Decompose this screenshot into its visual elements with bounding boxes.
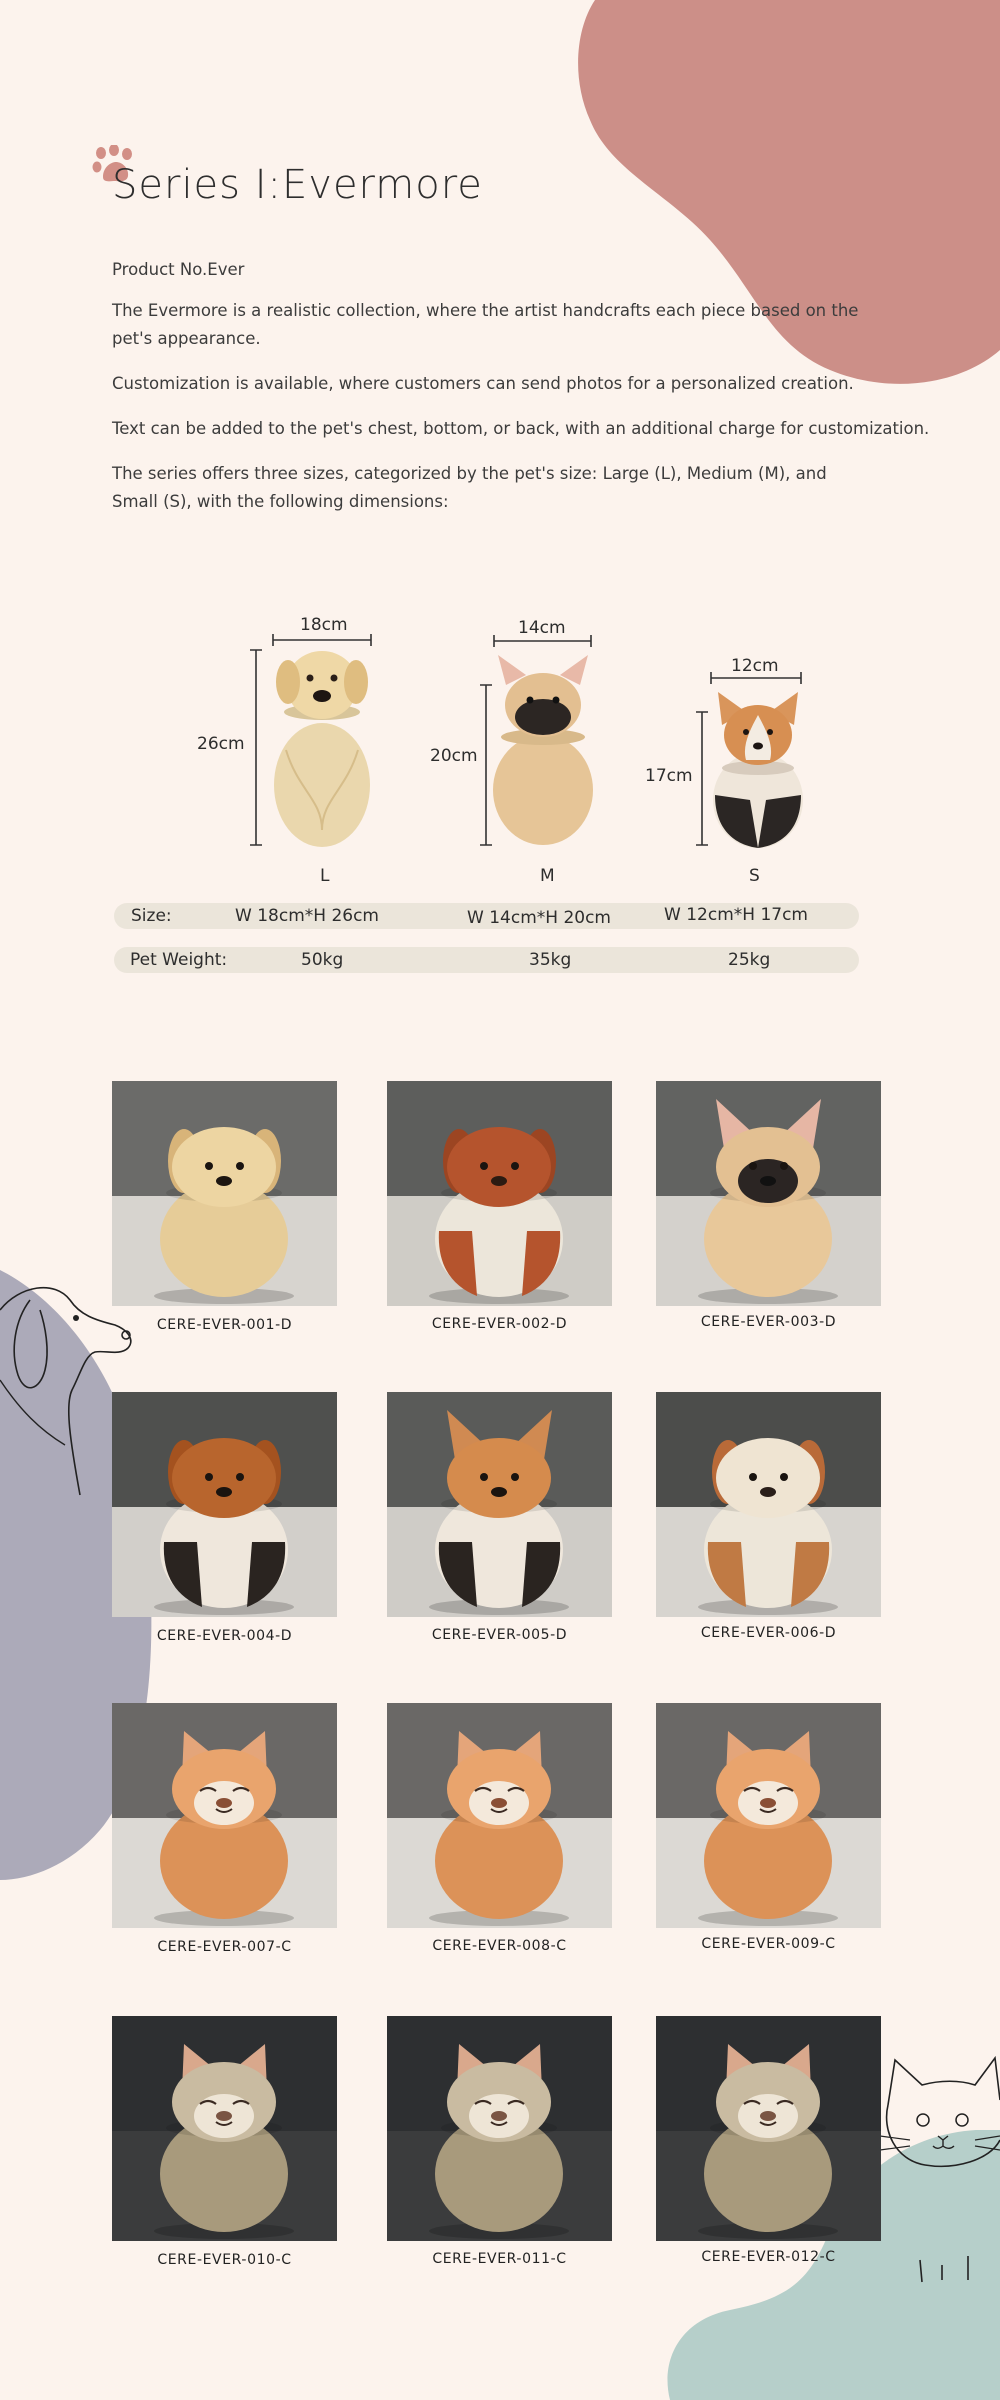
large-height-label: 26cm [197,734,245,754]
product-description [112,256,992,533]
product-image-012[interactable] [656,2016,881,2241]
weight-value-large: 50kg [301,950,344,970]
product-code: CERE-EVER-009-C [701,1936,836,1952]
product-image-001[interactable] [112,1081,337,1306]
pet-weight-row [114,947,859,973]
product-code: CERE-EVER-011-C [432,2251,567,2267]
product-image-007[interactable] [112,1703,337,1928]
product-code: CERE-EVER-004-D [156,1628,293,1644]
description-paragraph: The Evermore is a realistic collection, where the artist handcrafts each piece based on the pet's appearance. [112,301,859,348]
small-size-letter: S [749,866,760,886]
product-image-005[interactable] [387,1392,612,1617]
small-width-label: 12cm [731,656,779,676]
page-title: Series I:Evermore [112,162,483,208]
product-image-003[interactable] [656,1081,881,1306]
product-image-008[interactable] [387,1703,612,1928]
product-image-009[interactable] [656,1703,881,1928]
text-option-paragraph: Text can be added to the pet's chest, bottom, or back, with an additional charge for customization. [112,419,930,438]
medium-urn-image [488,655,598,847]
size-value-large: W 18cm*H 26cm [235,906,379,926]
size-value-medium: W 14cm*H 20cm [467,908,611,928]
small-height-label: 17cm [645,766,693,786]
product-code: CERE-EVER-006-D [700,1625,837,1641]
medium-width-label: 14cm [518,618,566,638]
weight-value-small: 25kg [728,950,771,970]
product-code: CERE-EVER-001-D [156,1317,293,1333]
weight-value-medium: 35kg [529,950,572,970]
size-row [114,903,859,929]
product-image-011[interactable] [387,2016,612,2241]
product-code: CERE-EVER-005-D [431,1627,568,1643]
medium-height-label: 20cm [430,746,478,766]
product-code: CERE-EVER-002-D [431,1316,568,1332]
medium-size-letter: M [540,866,555,886]
product-code: CERE-EVER-003-D [700,1314,837,1330]
product-code: CERE-EVER-012-C [701,2249,836,2265]
size-row-label: Size: [131,906,172,926]
large-width-label: 18cm [300,615,348,635]
large-urn-image [268,640,378,850]
product-image-002[interactable] [387,1081,612,1306]
product-code: CERE-EVER-008-C [432,1938,567,1954]
sizes-paragraph: The series offers three sizes, categorized by the pet's size: Large (L), Medium (M), and Small (S), with the following dimensions: [112,464,827,511]
cat-line-art-illustration [880,2050,1000,2290]
size-value-small: W 12cm*H 17cm [664,905,808,925]
product-code: CERE-EVER-007-C [157,1939,292,1955]
customization-paragraph: Customization is available, where customers can send photos for a personalized creation. [112,374,854,393]
small-urn-image [710,690,806,850]
product-code: CERE-EVER-010-C [157,2252,292,2268]
product-image-010[interactable] [112,2016,337,2241]
weight-row-label: Pet Weight: [130,950,228,970]
product-image-004[interactable] [112,1392,337,1617]
product-image-006[interactable] [656,1392,881,1617]
large-size-letter: L [320,866,330,886]
product-number: Product No.Ever [112,260,245,279]
